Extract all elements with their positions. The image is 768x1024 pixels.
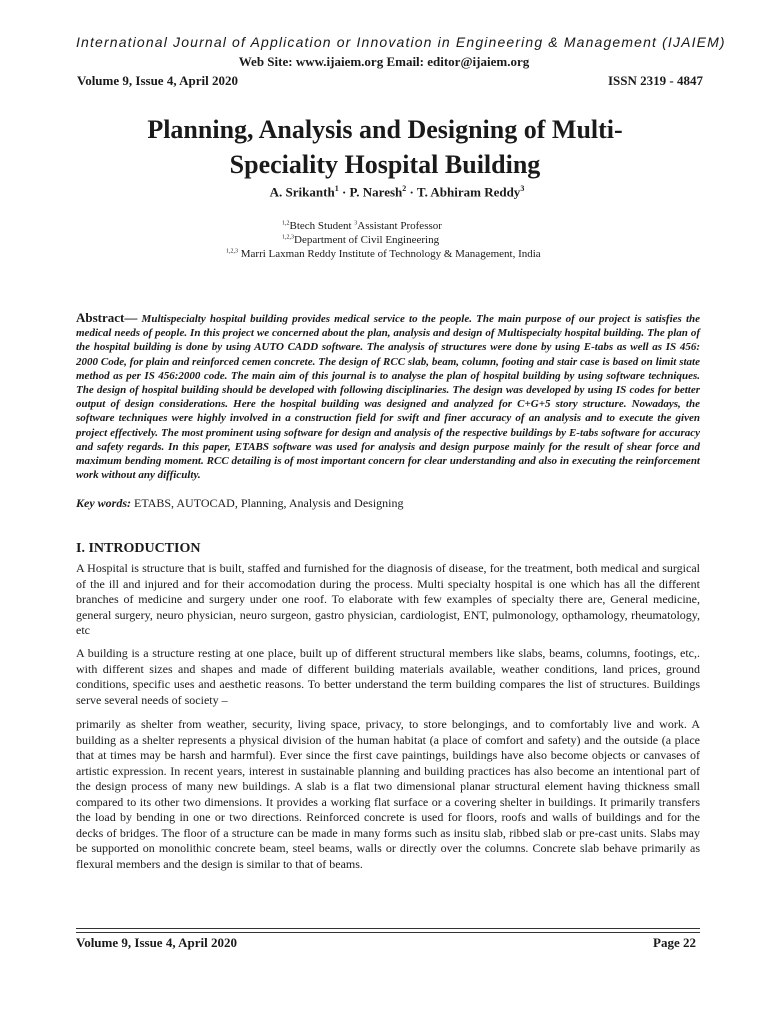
affiliation-institute: [226, 248, 541, 260]
affiliation-department: [282, 234, 439, 246]
footer-volume: Volume 9, Issue 4, April 2020: [76, 935, 237, 950]
footer-divider: [76, 928, 700, 933]
header-volume-row: [77, 73, 703, 89]
keywords: [76, 496, 700, 511]
author-sup: 2: [402, 184, 407, 193]
page-number: Page 22: [653, 935, 696, 950]
author-name: P. Naresh: [349, 184, 403, 200]
author-list: [0, 184, 768, 200]
affiliation-text: Btech Student: [289, 220, 352, 232]
abstract: [76, 311, 700, 482]
journal-name: International Journal of Application or Innovation in Engineering & Management (IJAIEM): [76, 34, 726, 50]
paper-title: Planning, Analysis and Designing of Multi-Speciality Hospital Building: [147, 115, 623, 179]
affiliation-sup: 1,2,3: [226, 248, 238, 255]
affiliation-sup: 3: [354, 220, 358, 227]
affiliation-text: Marri Laxman Reddy Institute of Technology & Management, India: [238, 248, 541, 260]
author-separator: ·: [406, 184, 417, 200]
paragraph: primarily as shelter from weather, security, living space, privacy, to store belongings, and to comfortably live and work. A building as a shelter represents a physical division of the human habitat (a place of comfort and safety) and the outside (a place that at times may be harsh and harmful). Ever since the first cave paintings, buildings have also become objects or canvases of artistic expression. In recent years, interest in sustainable planning and building practices has also become an intentional part of the design process of many new buildings. A slab is a flat two dimensional planar structural element having thickness small compared to its other two dimensions. It provides a working flat surface or a covering shelter in buildings. It primarily transfers the load by bending in one or two directions. Reinforced concrete is used for floors, roofs and walls of buildings and for the decks of bridges. The floor of a structure can be made in many forms such as insitu slab, ribbed slab or pre-cast units. Slabs may be supported on monolithic concrete beam, steel beams, walls or directly over the columns. Concrete slab behave primarily as flexural members and the design is similar to that of beams.: [76, 717, 700, 871]
affiliation-text: Department of Civil Engineering: [294, 234, 440, 246]
author-name: T. Abhiram Reddy: [416, 184, 521, 200]
abstract-text: Multispecialty hospital building provides medical service to the people. The main purpose of our project is satisfies the medical needs of people. In this project we concerned about the plan, analysis and design of Multispecialty hospital building. The plan of the hospital building is done by using AUTO CADD software. The analysis of structures were done by using E-tabs as well as IS 456: 2000 Code, for plain and reinforced cemen concrete. The design of RCC slab, beam, column, footing and stair case is based on limit state method as per IS 456:2000 code. The main aim of this journal is to analyse the plan of hospital building by using software techniques. The design of hospital building should be developed with following disciplinaries. The design was developed by using IS codes for better output of design considerations. Here the hospital building was designed and analyzed for C+G+5 story structure. Nowadays, the software techniques were highly involved in a construction field for swift and finer accuracy of an analysis and to execute the given project effectively. The most prominent using software for design and analysis of the respective buildings by E-tabs software for accuracy and safety regards. In this paper, ETABS software was used for analysis and design purpose mainly for the result of shear force and maximum bending moment. RCC detailing is of most important concern for clear understanding and also in executing the reinforcement work without any difficulty.: [76, 313, 700, 482]
section-heading: I. INTRODUCTION: [76, 541, 201, 556]
header-issn: ISSN 2319 - 4847: [608, 73, 703, 88]
header-volume: Volume 9, Issue 4, April 2020: [77, 73, 238, 88]
author-separator: ·: [338, 184, 350, 200]
keywords-label: Key words:: [76, 496, 131, 510]
paragraph: A building is a structure resting at one place, built up of different structural members like slabs, beams, columns, footings, etc,. with different sizes and shapes and made of different building materials available, weather conditions, land prices, ground conditions, specific uses and aesthetic reasons. To better understand the term building compares the list of structures. Buildings serve several needs of society –: [76, 646, 700, 707]
affiliation-sup: 1,2: [282, 220, 290, 227]
keywords-text: ETABS, AUTOCAD, Planning, Analysis and Designing: [131, 496, 404, 510]
paragraph: A Hospital is structure that is built, staffed and furnished for the diagnosis of disease, for the treatment, both medical and surgical of the ill and injured and for their accomodation during the process. Multi specialty hospital is one which has all the different branches of medicine and surgery under one roof. To elaborate with few examples of specialty there are, General medicine, general surgery, neuro physician, neuro surgeon, gastro physician, cardiologist, ENT, pulmonology, opthamology, rheumatology, etc: [76, 561, 700, 637]
author-sup: 3: [520, 184, 525, 193]
affiliation-role: [282, 220, 442, 232]
author-sup: 1: [334, 184, 339, 193]
affiliation-text: Assistant Professor: [357, 220, 442, 232]
author-name: A. Srikanth: [269, 184, 335, 200]
abstract-label: Abstract—: [76, 310, 138, 325]
affiliation-sup: 1,2,3: [282, 234, 294, 241]
journal-website: Web Site: www.ijaiem.org Email: editor@ijaiem.org: [238, 54, 530, 69]
